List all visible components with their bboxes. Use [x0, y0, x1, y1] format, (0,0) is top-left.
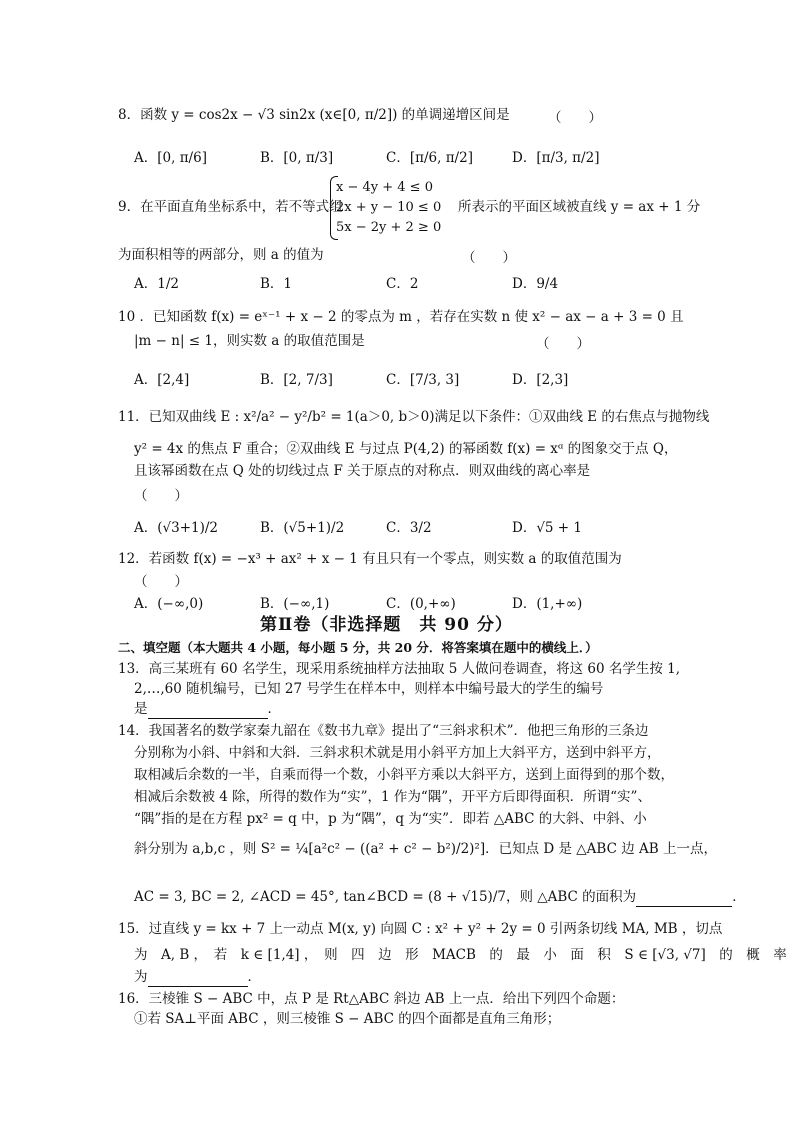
q12-option-a: A．(−∞,0): [134, 596, 204, 612]
q11-option-c: C．3/2: [386, 520, 432, 536]
q10-option-d: D．[2,3]: [512, 372, 569, 388]
q10-option-b: B．[2, 7/3]: [260, 372, 333, 388]
q11-line-2: y² = 4x 的焦点 F 重合；②双曲线 E 与过点 P(4,2) 的幂函数 f(x) = xᵅ 的图象交于点 Q，: [134, 441, 678, 457]
q9-option-c: C．2: [386, 276, 419, 292]
q8-option-d: D．[π/3, π/2]: [512, 150, 600, 166]
q13-line-3-text: 是: [134, 701, 148, 717]
q8-option-b: B．[0, π/3]: [260, 150, 334, 166]
q15-line-1: 15．过直线 y = kx + 7 上一动点 M(x, y) 向圆 C : x² + y² + 2y = 0 引两条切线 MA, MB ，切点: [118, 921, 723, 937]
q14-line-7-text: AC = 3, BC = 2, ∠ACD = 45°, tan∠BCD = (8 + √15)/7，则 △ABC 的面积为: [134, 889, 637, 905]
q8-option-a: A．[0, π/6]: [134, 150, 207, 166]
q10-line-2: |m − n| ≤ 1，则实数 a 的取值范围是: [134, 333, 365, 349]
q8-option-c: C．[π/6, π/2]: [386, 150, 473, 166]
q16-line-2: ①若 SA⊥平面 ABC ，则三棱锥 S − ABC 的四个面都是直角三角形；: [134, 1011, 561, 1027]
q11-option-b: B．(√5+1)/2: [260, 520, 345, 536]
q10-answer-paren: （ ）: [536, 336, 590, 352]
q14-line-3: 取相减后余数的一半，自乘而得一个数，小斜平方乘以大斜平方，送到上面得到的那个数，: [134, 767, 674, 783]
q9-inequality-1: x − 4y + 4 ≤ 0: [336, 180, 433, 195]
q10-option-a: A．[2,4]: [134, 372, 190, 388]
q11-line-1: 11．已知双曲线 E : x²/a² − y²/b² = 1(a＞0, b＞0)满足以下条件：①双曲线 E 的右焦点与抛物线: [118, 409, 710, 425]
q12-line-1: 12．若函数 f(x) = −x³ + ax² + x − 1 有且只有一个零点，则实数 a 的取值范围为: [118, 551, 622, 567]
q12-option-b: B．(−∞,1): [260, 596, 330, 612]
q16-line-1: 16．三棱锥 S − ABC 中，点 P 是 Rt△ABC 斜边 AB 上一点．给出下列四个命题：: [118, 991, 625, 1007]
q14-line-1: 14．我国著名的数学家秦九韶在《数书九章》提出了“三斜求积术”．他把三角形的三条边: [118, 723, 649, 739]
q14-line-7: AC = 3, BC = 2, ∠ACD = 45°, tan∠BCD = (8 + √15)/7，则 △ABC 的面积为 ．: [134, 889, 746, 905]
q14-line-2: 分别称为小斜、中斜和大斜．三斜求积术就是用小斜平方加上大斜平方，送到中斜平方，: [134, 745, 661, 761]
q9-option-d: D．9/4: [512, 276, 559, 292]
q12-answer-paren: （ ）: [134, 574, 188, 590]
q15-answer-blank[interactable]: [148, 968, 248, 987]
q9-inequality-2: 2x + y − 10 ≤ 0: [336, 200, 442, 215]
q13-line-3: 是 ．: [134, 701, 281, 717]
q12-option-c: C．(0,+∞): [386, 596, 456, 612]
q8-stem: 8．函数 y = cos2x − √3 sin2x (x∈[0, π/2]) 的单调递增区间是: [118, 107, 510, 123]
q10-option-c: C．[7/3, 3]: [386, 372, 460, 388]
q13-answer-blank[interactable]: [148, 700, 268, 719]
q9-inequality-3: 5x − 2y + 2 ≥ 0: [336, 220, 442, 235]
q9-inequality-system: [336, 178, 441, 238]
q15-line-3: 为 ．: [134, 969, 261, 985]
q14-line-6: 斜分别为 a,b,c ，则 S² = ¼[a²c² − ((a² + c² − b²)/2)²]．已知点 D 是 △ABC 边 AB 上一点，: [134, 841, 717, 857]
fill-blank-heading: 二、填空题（本大题共 4 小题，每小题 5 分，共 20 分．将答案填在题中的横线上．）: [118, 640, 598, 655]
q10-line-1: 10 ．已知函数 f(x) = eˣ⁻¹ + x − 2 的零点为 m ，若存在实数 n 使 x² − ax − a + 3 = 0 且: [118, 309, 684, 325]
q13-line-2: 2,…,60 随机编号，已知 27 号学生在样本中，则样本中编号最大的学生的编号: [134, 681, 604, 697]
q15-line-3-text: 为: [134, 969, 148, 985]
q12-option-d: D．(1,+∞): [512, 596, 583, 612]
q9-option-b: B．1: [260, 276, 293, 292]
q15-line-2: 为 A, B ， 若 k ∈ [1,4] ， 则 四 边 形 MACB 的 最 小 面 积 S ∈ [√3, √7] 的 概 率: [134, 947, 787, 963]
q14-answer-blank[interactable]: [636, 888, 732, 907]
q9-option-a: A．1/2: [134, 276, 179, 292]
q9-answer-paren: （ ）: [462, 250, 516, 266]
q14-line-4: 相减后余数被 4 除，所得的数作为“实”，1 作为“隅”，开平方后即得面积．所谓“实”、: [134, 789, 651, 805]
q8-answer-paren: （ ）: [548, 110, 602, 126]
q11-line-3: 且该幂函数在点 Q 处的切线过点 F 关于原点的对称点．则双曲线的离心率是: [134, 463, 591, 479]
q11-option-d: D．√5 + 1: [512, 520, 582, 536]
q13-line-1: 13．高三某班有 60 名学生，现采用系统抽样方法抽取 5 人做问卷调查，将这 60 名学生按 1,: [118, 661, 681, 677]
q11-option-a: A．(√3+1)/2: [134, 520, 219, 536]
q11-answer-paren: （ ）: [134, 488, 188, 504]
q9-stem-c: 为面积相等的两部分，则 a 的值为: [118, 247, 324, 263]
q9-stem-a: 9．在平面直角坐标系中，若不等式组: [118, 199, 343, 215]
section-2-title: 第Ⅱ卷（非选择题 共 90 分）: [260, 615, 513, 635]
q14-line-5: “隅”指的是在方程 px² = q 中，p 为“隅”，q 为“实”．即若 △ABC 的大斜、中斜、小: [134, 811, 647, 827]
q9-stem-b: 所表示的平面区域被直线 y = ax + 1 分: [458, 199, 701, 215]
